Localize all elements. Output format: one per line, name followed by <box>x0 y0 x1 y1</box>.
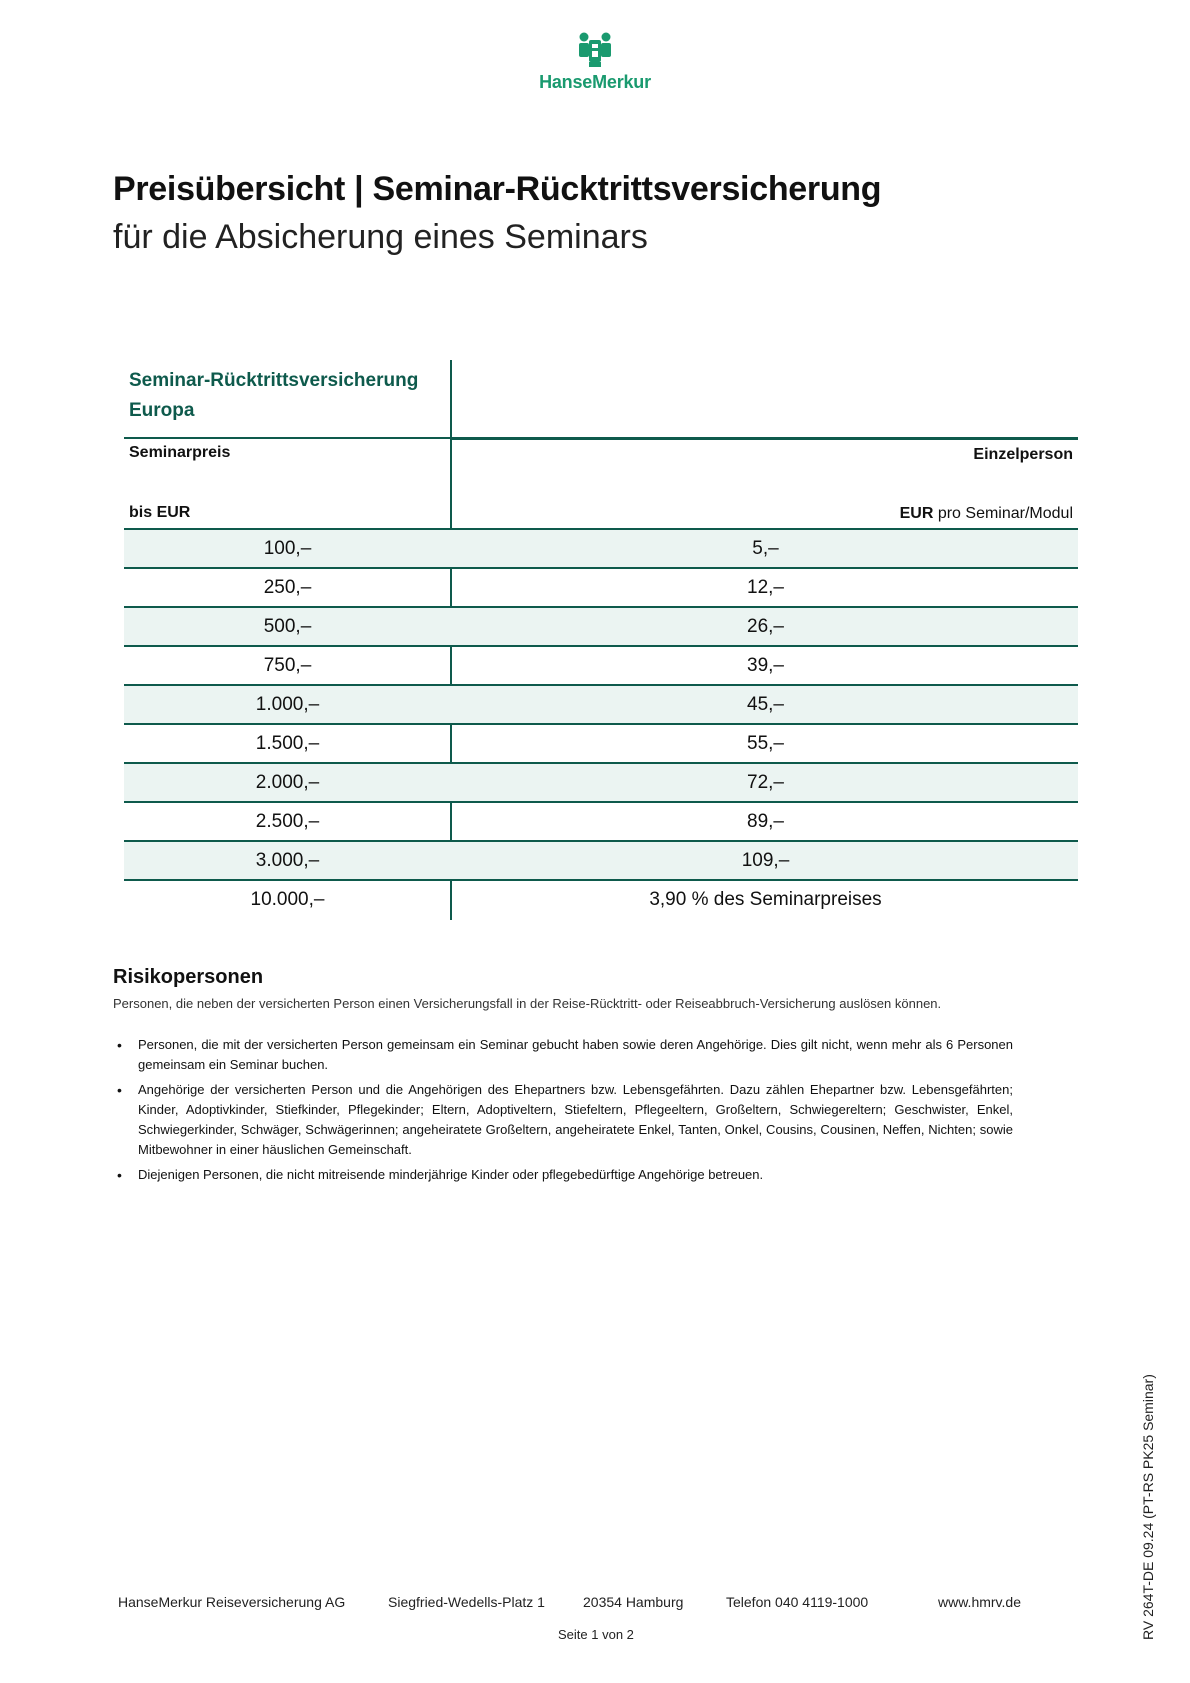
header-eur-pro-seminar <box>900 505 1073 523</box>
table-row <box>124 686 1078 725</box>
table-row <box>124 803 1078 842</box>
header-einzelperson: Einzelperson <box>973 446 1073 463</box>
price-cell: 500,– <box>263 615 312 637</box>
header-pro-seminar: pro Seminar/Modul <box>933 505 1073 522</box>
divider-line <box>452 437 1078 440</box>
table-row <box>124 842 1078 881</box>
list-item-text: Angehörige der versicherten Person und die Angehörigen des Ehepartners bzw. Lebensgefährten. Dazu zählen Ehepartner bzw. Lebensgefährten; Kinder, Adoptivkinder, Stiefkinder, Pflegekinder; Eltern, Adoptiveltern, Stiefeltern, Pflegeeltern, Großeltern, Schwiegereltern; Geschwister, Enkel, Schwiegerkinder, Schwäger, Schwägerinnen; angeheiratete Großeltern, angeheiratete Enkel, Tanten, Onkel, Cousins, Cousinen, Neffen, Nichten; sowie Mitbewohner in einer häuslichen Gemeinschaft. <box>138 1082 1013 1157</box>
footer-phone: Telefon 040 4119-1000 <box>726 1594 869 1610</box>
document-code: RV 264T-DE 09.24 (PT-RS PK25 Seminar) <box>1140 1374 1156 1640</box>
price-cell: 1.000,– <box>255 693 320 715</box>
price-cell: 3.000,– <box>255 849 320 871</box>
list-item <box>113 1080 1013 1160</box>
list-item-text: Personen, die mit der versicherten Person gemeinsam ein Seminar gebucht haben sowie deren Angehörige. Dies gilt nicht, wenn mehr als 6 Personen gemeinsam ein Seminar buchen. <box>138 1037 1013 1072</box>
premium-cell: 72,– <box>747 771 784 793</box>
header-seminarpreis: Seminarpreis <box>129 444 231 461</box>
premium-cell: 5,– <box>752 537 779 559</box>
table-row <box>124 881 1078 918</box>
table-section-title <box>129 366 418 426</box>
premium-cell: 26,– <box>747 615 784 637</box>
table-row <box>124 569 1078 608</box>
page-subtitle: für die Absicherung eines Seminars <box>113 218 648 256</box>
price-cell: 100,– <box>263 537 312 559</box>
section-title-line1: Seminar-Rücktrittsversicherung <box>129 370 419 391</box>
table-row <box>124 725 1078 764</box>
price-cell: 2.000,– <box>255 771 320 793</box>
footer-street: Siegfried-Wedells-Platz 1 <box>388 1594 545 1610</box>
list-item <box>113 1165 1013 1185</box>
price-table <box>124 360 1078 920</box>
page-number: Seite 1 von 2 <box>558 1627 634 1642</box>
table-row <box>124 530 1078 569</box>
bullet-icon: • <box>117 1167 122 1183</box>
header-bis-eur: bis EUR <box>129 504 191 521</box>
brand-name: HanseMerkur <box>539 72 651 92</box>
premium-cell: 39,– <box>747 654 784 676</box>
premium-cell: 55,– <box>747 732 784 754</box>
footer-web-link[interactable]: www.hmrv.de <box>938 1594 1021 1610</box>
premium-cell: 12,– <box>747 576 784 598</box>
risk-section-title: Risikopersonen <box>113 966 264 988</box>
premium-cell: 89,– <box>747 810 784 832</box>
table-row <box>124 608 1078 647</box>
section-title-line2: Europa <box>129 400 195 421</box>
table-body <box>124 530 1078 918</box>
bullet-icon: • <box>117 1037 122 1053</box>
header-eur-bold: EUR <box>899 505 934 522</box>
price-cell: 750,– <box>263 654 312 676</box>
list-item-text: Diejenigen Personen, die nicht mitreisende minderjährige Kinder oder pflegebedürftige Angehörige betreuen. <box>138 1167 764 1182</box>
premium-cell: 109,– <box>741 849 790 871</box>
bullet-icon: • <box>117 1082 122 1098</box>
table-row <box>124 647 1078 686</box>
brand-logo <box>530 30 660 93</box>
price-cell: 1.500,– <box>255 732 320 754</box>
premium-cell: 45,– <box>747 693 784 715</box>
divider-line <box>124 437 451 439</box>
footer-company: HanseMerkur Reiseversicherung AG <box>118 1594 346 1610</box>
page-title: Preisübersicht | Seminar-Rücktrittsversicherung <box>113 170 882 208</box>
price-cell: 10.000,– <box>250 888 325 910</box>
risk-section-subtitle: Personen, die neben der versicherten Person einen Versicherungsfall in der Reise-Rücktritt- oder Reiseabbruch-Versicherung auslösen können. <box>113 996 942 1011</box>
premium-cell: 3,90 % des Seminarpreises <box>649 888 882 910</box>
hansemerkur-logo-icon <box>575 30 615 70</box>
price-cell: 2.500,– <box>255 810 320 832</box>
risk-list <box>113 1035 1013 1190</box>
footer-city: 20354 Hamburg <box>583 1594 684 1610</box>
price-cell: 250,– <box>263 576 312 598</box>
list-item <box>113 1035 1013 1075</box>
table-row <box>124 764 1078 803</box>
